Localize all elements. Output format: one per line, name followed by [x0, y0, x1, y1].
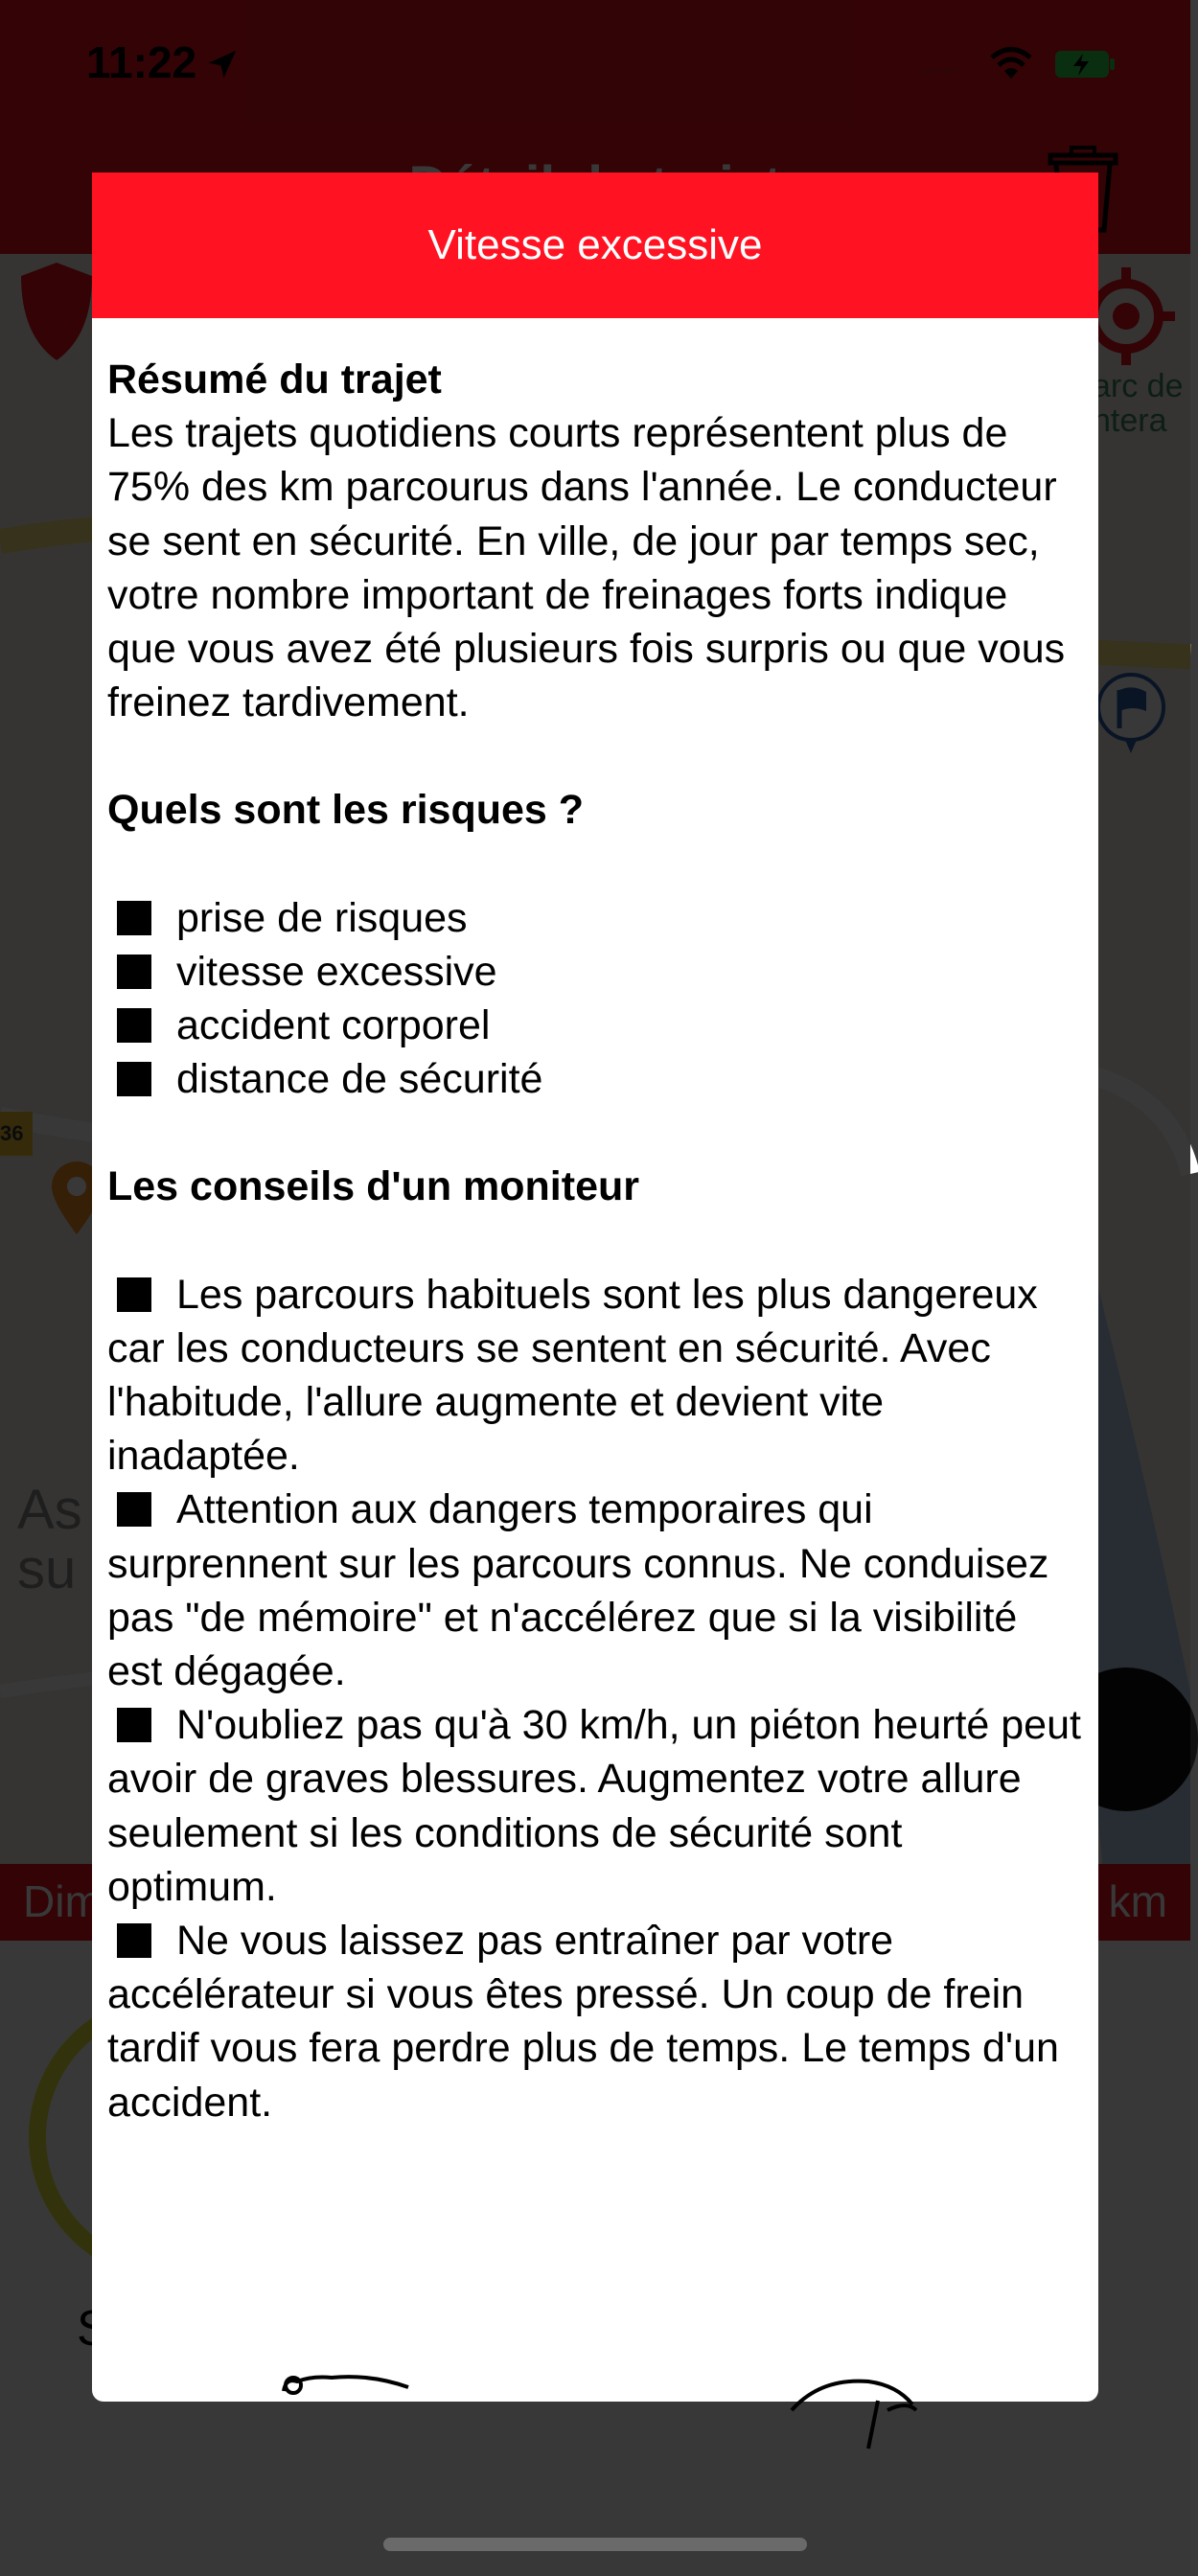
advice-heading: Les conseils d'un moniteur [107, 1163, 639, 1210]
modal-body[interactable] [92, 318, 1098, 2129]
advice-item: N'oubliez pas qu'à 30 km/h, un piéton heurté peut avoir de graves blessures. Augmentez votre allure seulement si les conditions de sécurité sont optimum. [107, 1702, 1081, 1910]
bullet-square-icon [117, 1008, 151, 1043]
advice-item: Ne vous laissez pas entraîner par votre accélérateur si vous êtes pressé. Un coup de frein tardif vous fera perdre plus de temps. Le temps d'un accident. [107, 1918, 1059, 2126]
bullet-square-icon [117, 954, 151, 989]
risk-item: prise de risques [107, 891, 1083, 945]
bullet-square-icon [117, 1708, 151, 1742]
thumb-up-icon[interactable] [782, 2372, 935, 2458]
bullet-square-icon [117, 901, 151, 935]
bullet-square-icon [117, 1923, 151, 1958]
home-indicator[interactable] [383, 2538, 807, 2551]
bullet-square-icon [117, 1492, 151, 1527]
advice-item: Les parcours habituels sont les plus dangereux car les conducteurs se sentent en sécurité. Avec l'habitude, l'allure augmente et devient vite inadaptée. [107, 1271, 1038, 1480]
risk-item: accident corporel [107, 999, 1083, 1052]
risk-item: vitesse excessive [107, 945, 1083, 999]
advice-modal [92, 172, 1098, 2402]
summary-heading: Résumé du trajet [107, 356, 442, 402]
bullet-square-icon [117, 1062, 151, 1096]
risks-heading: Quels sont les risques ? [107, 787, 585, 834]
advice-item: Attention aux dangers temporaires qui surprennent sur les parcours connus. Ne conduisez pas "de mémoire" et n'accélérez que si la visibilité est dégagée. [107, 1486, 1049, 1695]
bullet-square-icon [117, 1277, 151, 1312]
modal-title: Vitesse excessive [427, 221, 763, 268]
thumb-down-icon[interactable] [274, 2372, 427, 2458]
modal-header [92, 172, 1098, 318]
risk-item: distance de sécurité [107, 1052, 1083, 1106]
summary-text: Les trajets quotidiens courts représentent plus de 75% des km parcourus dans l'année. Le conducteur se sent en sécurité. En ville, de jour par temps sec, votre nombre important de freinages forts indique que vous avez été plusieurs fois surpris ou que vous freinez tardivement. [107, 410, 1066, 726]
